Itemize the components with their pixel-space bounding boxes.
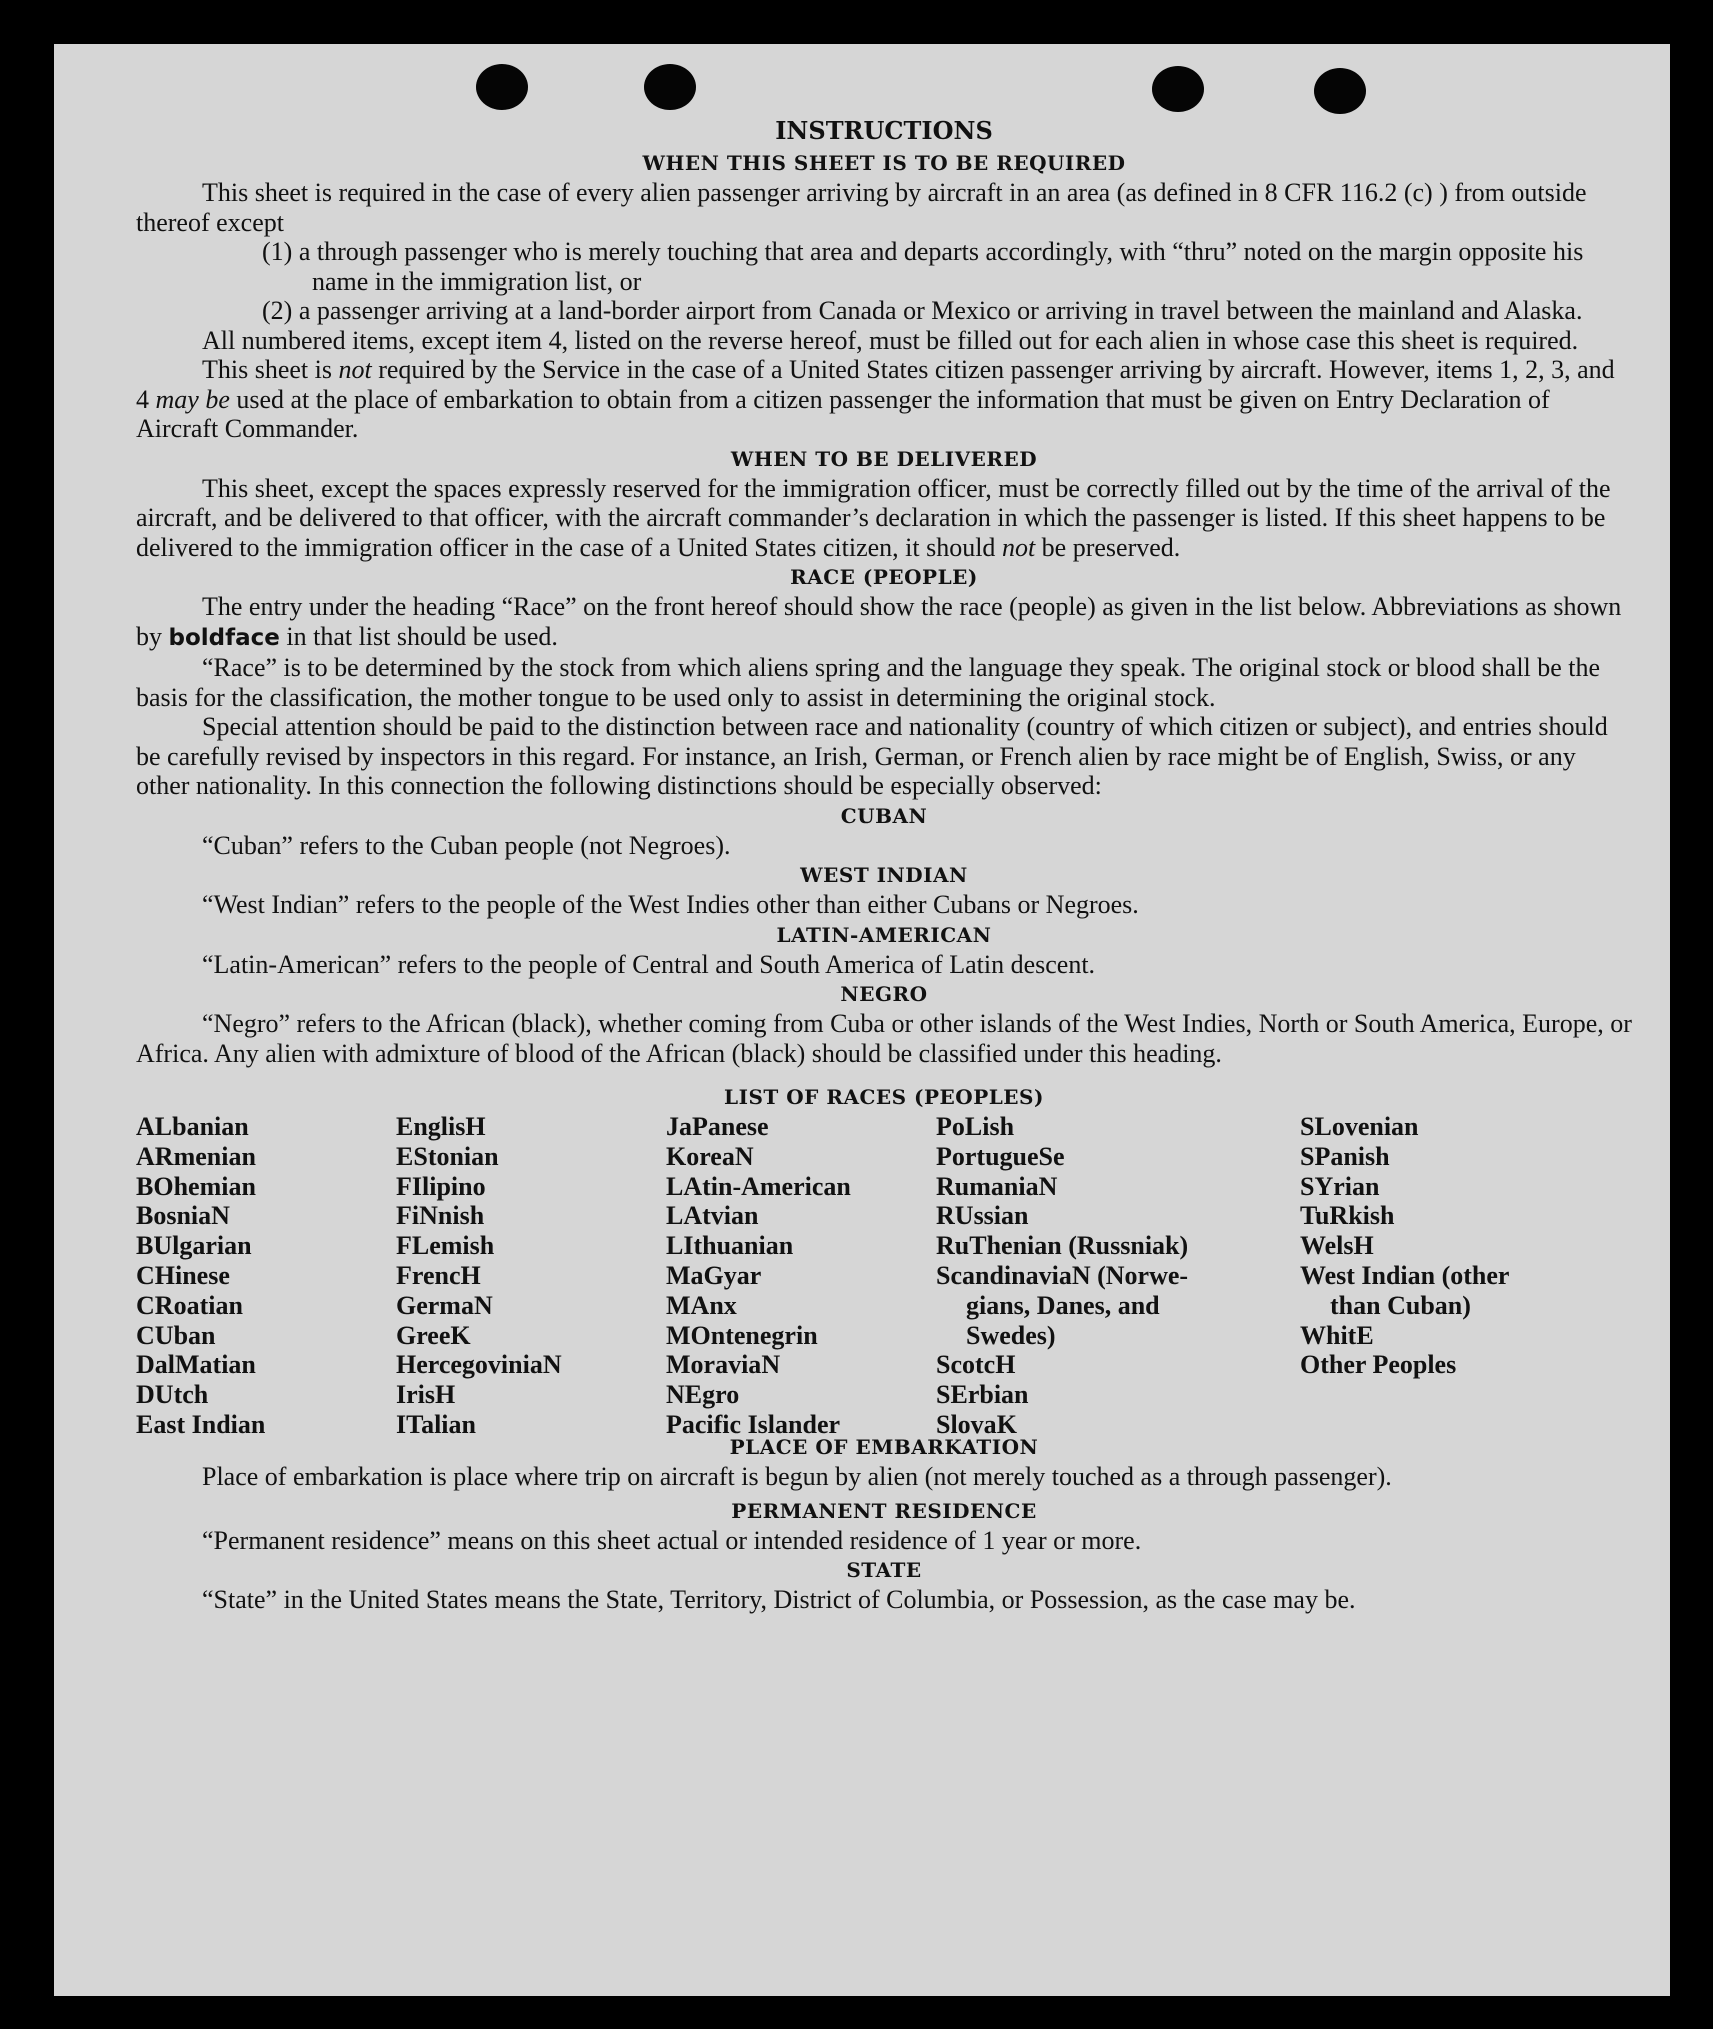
race-entry	[666, 1112, 851, 1142]
paragraph	[136, 592, 1632, 653]
paragraph: All numbered items, except item 4, listed on the reverse hereof, must be filled out for each alien in whose case this sheet is required.	[202, 325, 1579, 355]
race-entry	[666, 1291, 851, 1321]
race-entry	[136, 1172, 265, 1202]
item-text: a through passenger who is merely touching that area and departs accordingly, with “thru” noted on the margin opposite his name in the immigration list, or	[298, 237, 1584, 296]
heading-when-delivered: WHEN TO BE DELIVERED	[730, 446, 1038, 471]
race-entry	[1300, 1350, 1509, 1380]
race-text: BU	[136, 1231, 173, 1261]
race-entry	[1300, 1261, 1509, 1291]
race-entry	[666, 1321, 851, 1351]
race-text: Whit	[1300, 1320, 1357, 1350]
heading-cuban: CUBAN	[840, 803, 928, 828]
race-entry	[936, 1321, 1188, 1351]
race-text: N	[473, 1290, 493, 1320]
race-entry	[1300, 1142, 1509, 1172]
list-item	[136, 296, 1632, 326]
heading-embarkation: PLACE OF EMBARKATION	[729, 1435, 1039, 1459]
race-text: S	[1038, 1141, 1054, 1171]
paragraph: This sheet is required in the case of every alien passenger arriving by aircraft in an area (as defined in 8 CFR 116.2 (c) ) from outside thereof except	[136, 178, 1587, 237]
race-text: FI	[396, 1171, 422, 1201]
race-text: Korea	[666, 1141, 735, 1171]
race-text: AR	[136, 1141, 174, 1171]
race-text: LA	[666, 1171, 703, 1201]
race-text: West Indian (other	[1300, 1260, 1510, 1290]
race-text: lgarian	[172, 1231, 252, 1261]
race-text: Hercegovinia	[396, 1350, 543, 1380]
races-column	[136, 1112, 265, 1440]
paragraph: “West Indian” refers to the people of the West Indies other than either Cubans or Negroes.	[202, 890, 1139, 919]
text-run: may be	[155, 384, 230, 414]
race-text: tch	[173, 1380, 209, 1410]
heading-permanent-residence: PERMANENT RESIDENCE	[731, 1498, 1037, 1523]
race-text: Ma	[666, 1260, 704, 1290]
paragraph: Place of embarkation is place where trip on aircraft is begun by alien (not merely touched as a through passenger).	[202, 1462, 1392, 1491]
paragraph: “State” in the United States means the State, Territory, District of Columbia, or Possession, as the case may be.	[202, 1585, 1356, 1614]
page-title: INSTRUCTIONS	[775, 116, 993, 145]
race-text: T	[969, 1231, 987, 1261]
race-text: ntenegrin	[710, 1320, 818, 1350]
race-text: gro	[702, 1380, 740, 1410]
race-entry	[936, 1142, 1188, 1172]
race-text: tin-American	[702, 1171, 851, 1201]
item-number: (1)	[262, 237, 293, 266]
race-text: Scotc	[936, 1350, 996, 1380]
race-text: R	[1329, 1201, 1349, 1231]
text-run: not	[1001, 532, 1036, 562]
race-entry	[936, 1231, 1188, 1261]
race-text: AL	[136, 1112, 173, 1141]
punch-hole	[476, 64, 528, 110]
race-text: H	[465, 1112, 486, 1141]
race-entry	[396, 1201, 562, 1231]
paragraph: “Cuban” refers to the Cuban people (not Negroes).	[202, 830, 731, 860]
race-text: anese	[707, 1112, 769, 1141]
race-text: M	[175, 1350, 200, 1380]
race-entry	[136, 1261, 265, 1291]
text-run: This sheet is	[202, 355, 339, 384]
paragraph	[136, 474, 1632, 563]
race-entry	[136, 1321, 265, 1351]
race-text: ssian	[973, 1201, 1029, 1231]
race-text: Portugue	[936, 1141, 1039, 1171]
punch-hole	[1314, 68, 1366, 114]
text-run: used at the place of embarkation to obtain from a citizen passenger the information that must be given on Entry Declaration of Aircraft Commander.	[136, 384, 1550, 443]
race-text: Tu	[1300, 1201, 1330, 1231]
punch-hole	[1152, 66, 1204, 112]
race-text: gians, Danes, and	[966, 1290, 1160, 1320]
race-text: ish	[982, 1112, 1015, 1141]
race-entry	[666, 1231, 851, 1261]
race-text: kish	[1348, 1201, 1395, 1231]
race-text: N	[1038, 1171, 1058, 1201]
race-text: Dal	[136, 1350, 175, 1380]
race-entry	[936, 1350, 1188, 1380]
race-entry	[136, 1112, 265, 1142]
race-text: N	[542, 1350, 562, 1380]
race-text: henian (Russniak)	[986, 1231, 1189, 1261]
race-entry	[1300, 1321, 1509, 1351]
race-entry	[666, 1261, 851, 1291]
race-text: Other Peoples	[1300, 1350, 1457, 1380]
race-text: nish	[437, 1201, 485, 1231]
race-text: Englis	[396, 1112, 466, 1141]
race-text: East Indian	[136, 1409, 266, 1439]
race-text: SY	[1300, 1171, 1334, 1201]
race-text: N	[419, 1201, 438, 1231]
race-entry	[936, 1172, 1188, 1202]
paragraph: “Negro” refers to the African (black), whether coming from Cuba or other islands of the West Indies, North or South America, Europe, or Africa. Any alien with admixture of blood of the African (black) should be classified under this heading.	[136, 1009, 1632, 1068]
race-entry	[136, 1350, 265, 1380]
text-run: be preserved.	[1035, 532, 1181, 562]
text-run: This sheet, except the spaces expressly reserved for the immigration officer, must be correctly filled out by the time of the arrival of the aircraft, and be delivered to that officer, with the aircraft commander’s declaration in which the passenger is listed. If this sheet happens to be delivered to the immigration officer in the case of a United States citizen, it should	[136, 473, 1611, 562]
race-entry	[396, 1350, 562, 1380]
text-run: required by the Service in the case of a United States citizen passenger arriving by aircraft. However, items 1, 2, 3, and 4	[136, 355, 1615, 414]
race-text: than Cuban)	[1330, 1290, 1471, 1320]
race-text: banian	[172, 1112, 249, 1141]
race-text: L	[964, 1112, 983, 1141]
race-text: Bosnia	[136, 1201, 212, 1231]
race-text: Iris	[396, 1380, 435, 1410]
race-text: MA	[666, 1290, 710, 1320]
race-entry	[136, 1231, 265, 1261]
race-text: e	[1053, 1141, 1065, 1171]
race-entry	[936, 1112, 1188, 1142]
race-text: H	[435, 1380, 456, 1410]
instructions-body	[136, 116, 1632, 1615]
race-text: alian	[421, 1409, 476, 1439]
race-text: LI	[666, 1231, 694, 1261]
race-text: G	[703, 1260, 724, 1290]
race-entry	[1300, 1201, 1509, 1231]
race-entry	[1300, 1172, 1509, 1202]
race-entry	[396, 1112, 562, 1142]
race-text: rian	[1333, 1171, 1380, 1201]
race-entry	[666, 1172, 851, 1202]
race-entry	[936, 1291, 1188, 1321]
race-text: CH	[136, 1260, 175, 1290]
item-text: a passenger arriving at a land-border airport from Canada or Mexico or arriving in travel between the mainland and Alaska.	[298, 296, 1583, 325]
race-entry	[1300, 1231, 1509, 1261]
race-entry	[396, 1261, 562, 1291]
document-page	[54, 44, 1670, 1996]
race-entry	[136, 1410, 265, 1440]
race-text: SL	[1300, 1112, 1332, 1141]
race-text: Fi	[396, 1201, 420, 1231]
race-text: Gree	[396, 1320, 451, 1350]
race-text: yar	[723, 1260, 762, 1290]
race-entry	[1300, 1112, 1509, 1142]
race-text: E	[1356, 1320, 1374, 1350]
text-run: boldface	[168, 624, 280, 651]
race-entry	[136, 1291, 265, 1321]
race-text: MO	[666, 1320, 711, 1350]
race-text: Slova	[936, 1409, 997, 1439]
race-entry	[936, 1201, 1188, 1231]
race-text: BO	[136, 1171, 174, 1201]
race-text: emish	[429, 1231, 495, 1261]
race-text: tonian	[427, 1141, 499, 1171]
race-text: K	[450, 1320, 471, 1350]
races-column	[1300, 1112, 1509, 1380]
race-text: ES	[396, 1141, 428, 1171]
race-text: CU	[136, 1320, 174, 1350]
race-entry	[936, 1261, 1188, 1291]
race-entry	[396, 1231, 562, 1261]
race-text: LA	[666, 1201, 703, 1231]
paragraph	[136, 355, 1632, 444]
race-text: H	[460, 1260, 481, 1290]
race-entry	[1300, 1291, 1509, 1321]
race-text: K	[996, 1409, 1017, 1439]
race-text: N	[734, 1141, 754, 1171]
heading-when-required: WHEN THIS SHEET IS TO BE REQUIRED	[642, 151, 1126, 175]
race-text: Frenc	[396, 1260, 461, 1290]
race-entry	[396, 1321, 562, 1351]
race-text: rbian	[967, 1380, 1029, 1410]
race-text: ban	[173, 1320, 216, 1350]
race-text: DU	[136, 1380, 174, 1410]
race-text: N	[1071, 1260, 1091, 1290]
race-entry	[136, 1142, 265, 1172]
race-text: Swedes)	[966, 1320, 1056, 1350]
text-run: The entry under the heading “Race” on the front hereof should show the race (people) as given in the list below. Abbreviations as shown by	[136, 592, 1622, 651]
race-entry	[396, 1142, 562, 1172]
heading-list-of-races: LIST OF RACES (PEOPLES)	[724, 1085, 1044, 1109]
race-entry	[666, 1142, 851, 1172]
race-entry	[666, 1410, 851, 1440]
race-text: hemian	[173, 1171, 256, 1201]
text-run: in that list should be used.	[279, 621, 558, 651]
race-text: Wels	[1300, 1231, 1354, 1261]
heading-race: RACE (PEOPLE)	[790, 565, 978, 589]
race-entry	[136, 1201, 265, 1231]
race-entry	[396, 1410, 562, 1440]
race-text: SE	[936, 1380, 968, 1410]
text-run: not	[338, 355, 372, 384]
race-entry	[396, 1172, 562, 1202]
race-text: RU	[936, 1201, 974, 1231]
race-text: Pacific Islander	[666, 1409, 841, 1439]
race-text: Po	[936, 1112, 965, 1141]
race-text: Rumania	[936, 1171, 1039, 1201]
race-text: menian	[173, 1141, 256, 1171]
race-text: Ru	[936, 1231, 970, 1261]
race-text: H	[1353, 1231, 1374, 1261]
races-column	[936, 1112, 1188, 1440]
race-text: N	[211, 1201, 230, 1231]
race-text: CR	[136, 1290, 174, 1320]
heading-negro: NEGRO	[840, 982, 928, 1006]
race-text: FL	[396, 1231, 430, 1261]
race-text: Ja	[666, 1112, 692, 1141]
race-text: Scandinavia	[936, 1260, 1072, 1290]
race-text: (Norwe-	[1090, 1260, 1189, 1290]
races-column	[396, 1112, 562, 1440]
race-text: NE	[666, 1380, 703, 1410]
race-entry	[936, 1380, 1188, 1410]
race-entry	[136, 1380, 265, 1410]
race-text: ovenian	[1331, 1112, 1419, 1141]
race-entry	[396, 1291, 562, 1321]
paragraph: “Race” is to be determined by the stock from which aliens spring and the language they speak. The original stock or blood shall be the basis for the classification, the mother tongue to be used only to assist in determining the original stock.	[136, 653, 1601, 712]
race-entry	[666, 1380, 851, 1410]
race-entry	[396, 1380, 562, 1410]
race-text: oatian	[173, 1290, 243, 1320]
heading-state: STATE	[846, 1558, 922, 1582]
races-list	[136, 1112, 1632, 1439]
race-text: N	[761, 1350, 781, 1380]
race-text: nx	[709, 1290, 737, 1320]
races-column	[666, 1112, 851, 1440]
paragraph: Special attention should be paid to the distinction between race and nationality (country of which citizen or subject), and entries should be carefully revised by inspectors in this regard. For instance, an Irish, German, or French alien by race might be of English, Swiss, or any other nationality. In this connection the following distinctions should be especially observed:	[136, 712, 1608, 800]
race-text: H	[995, 1350, 1016, 1380]
paragraph: “Permanent residence” means on this sheet actual or intended residence of 1 year or more.	[202, 1525, 1142, 1555]
race-text: lipino	[422, 1171, 486, 1201]
punch-hole	[644, 64, 696, 110]
race-text: Moravia	[666, 1350, 762, 1380]
race-text: thuanian	[693, 1231, 794, 1261]
race-text: P	[692, 1112, 708, 1141]
race-text: atian	[199, 1350, 256, 1380]
paragraph: “Latin-American” refers to the people of Central and South America of Latin descent.	[202, 949, 1096, 979]
race-text: anish	[1330, 1141, 1390, 1171]
race-text: IT	[396, 1409, 422, 1439]
race-text: inese	[175, 1260, 230, 1290]
race-entry	[666, 1350, 851, 1380]
list-item	[136, 237, 1632, 296]
race-text: Germa	[396, 1290, 474, 1320]
race-entry	[666, 1201, 851, 1231]
race-text: SP	[1300, 1141, 1331, 1171]
race-text: tvian	[702, 1201, 759, 1231]
race-entry	[936, 1410, 1188, 1440]
heading-latin-american: LATIN-AMERICAN	[776, 922, 992, 947]
heading-west-indian: WEST INDIAN	[800, 863, 968, 887]
item-number: (2)	[262, 296, 293, 325]
